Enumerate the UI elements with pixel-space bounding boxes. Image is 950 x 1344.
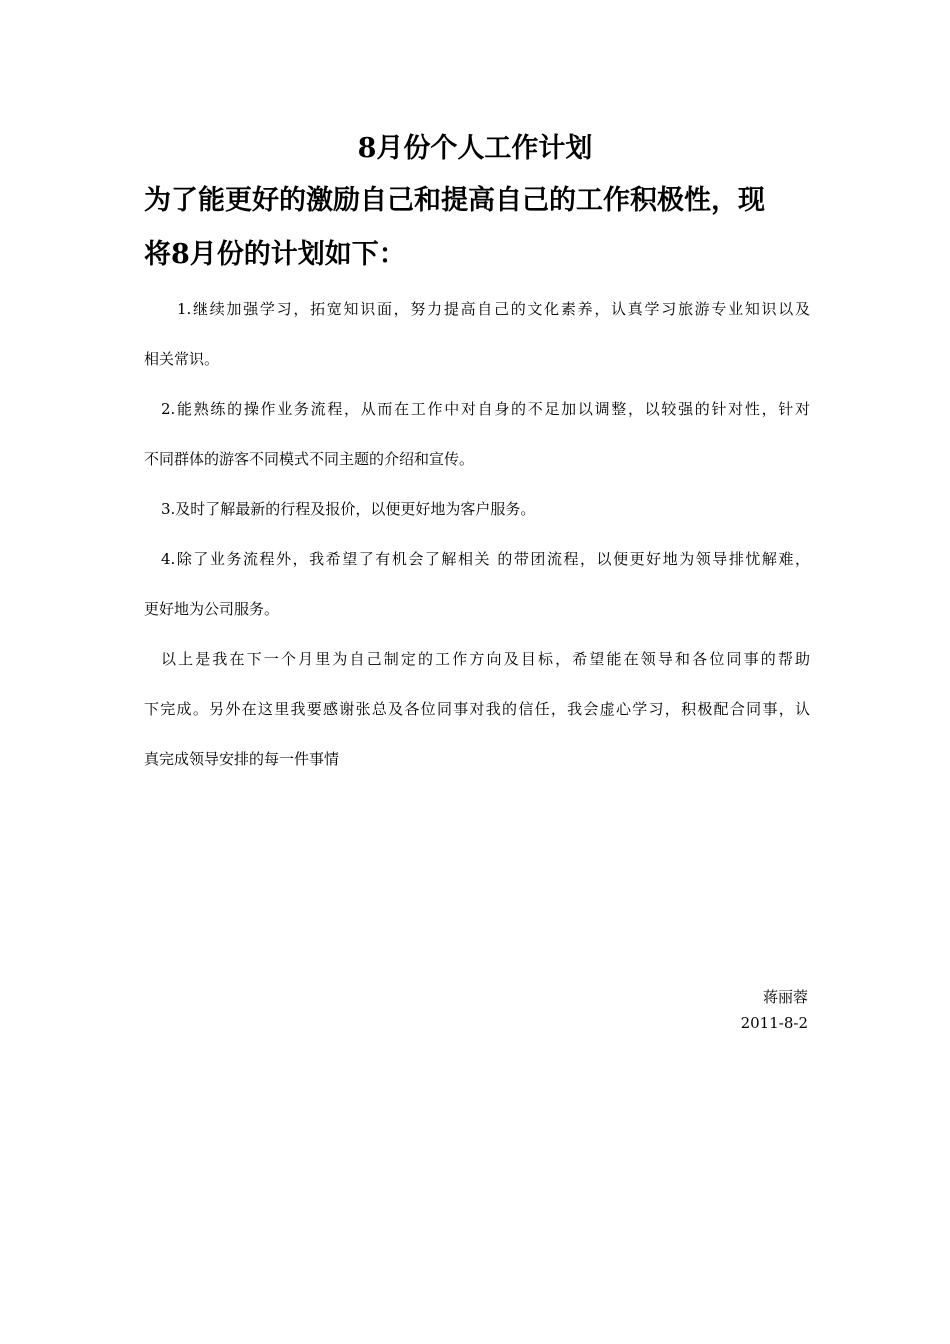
signature-date: 2011-8-2 [740, 1014, 808, 1032]
heading-line-1: 为了能更好的激励自己和提高自己的工作积极性，现 [144, 185, 765, 216]
paragraph-1-line-1: 1.继续加强学习，拓宽知识面，努力提高自己的文化素养，认真学习旅游专业知识以及 [177, 300, 810, 318]
paragraph-2 [144, 384, 810, 484]
document-title: 8月份个人工作计划 [357, 133, 593, 164]
heading-line-2: 将8月份的计划如下： [144, 239, 406, 270]
paragraph-2-line-2: 不同群体的游客不同模式不同主题的介绍和宣传。 [144, 450, 475, 468]
document-body [144, 284, 810, 784]
paragraph-4 [144, 534, 810, 634]
paragraph-1-line-2: 相关常识。 [144, 350, 220, 368]
signature-block [600, 984, 808, 1036]
paragraph-2-line-1: 2.能熟练的操作业务流程，从而在工作中对自身的不足加以调整，以较强的针对性，针对 [161, 400, 810, 418]
paragraph-3 [144, 484, 810, 534]
document-heading [144, 174, 814, 282]
paragraph-5 [144, 634, 810, 784]
paragraph-5-line-1: 以上是我在下一个月里为自己制定的工作方向及目标，希望能在领导和各位同事的帮助 [161, 650, 810, 668]
paragraph-4-line-2: 更好地为公司服务。 [144, 600, 280, 618]
paragraph-3-line-1: 3.及时了解最新的行程及报价，以便更好地为客户服务。 [161, 500, 536, 518]
paragraph-5-line-3: 真完成领导安排的每一件事情 [144, 750, 340, 768]
paragraph-5-line-2: 下完成。另外在这里我要感谢张总及各位同事对我的信任，我会虚心学习，积极配合同事，认 [144, 700, 810, 718]
signature-name: 蒋丽蓉 [762, 988, 808, 1006]
paragraph-1 [144, 284, 810, 384]
paragraph-4-line-1: 4.除了业务流程外，我希望了有机会了解相关 的带团流程，以便更好地为领导排忧解难， [161, 550, 810, 568]
